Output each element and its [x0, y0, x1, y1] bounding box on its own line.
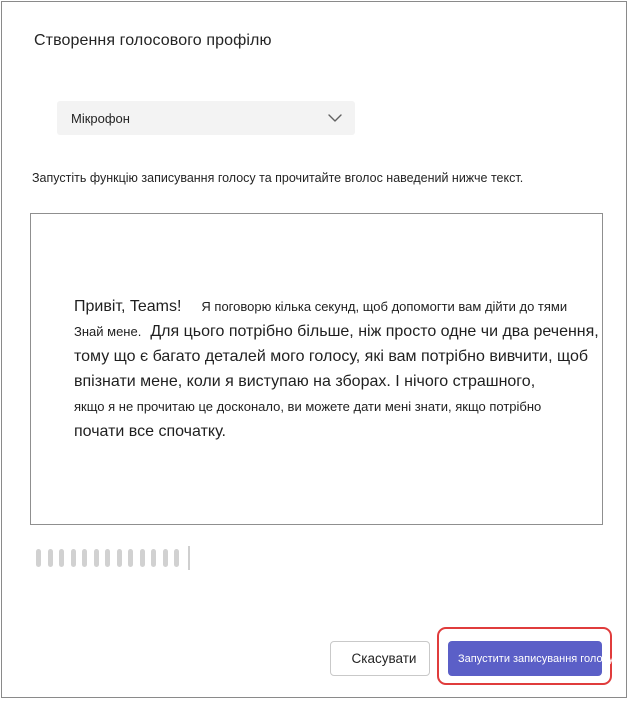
meter-bar — [151, 549, 156, 567]
script-line-2-rest: Для цього потрібно більше, ніж просто одне чи два речення, — [150, 323, 599, 340]
meter-bar — [128, 549, 133, 567]
meter-bar — [163, 549, 168, 567]
start-recording-label: Запустити записування голосу — [458, 652, 614, 665]
script-line-5: якщо я не прочитаю це досконало, ви можете дати мені знати, якщо потрібно — [74, 399, 542, 414]
voice-level-meter — [36, 546, 190, 570]
meter-bar — [59, 549, 64, 567]
start-recording-button[interactable] — [448, 641, 614, 676]
dialog-title: Створення голосового профілю — [34, 32, 272, 49]
script-line-3: тому що є багато деталей мого голосу, які вам потрібно вивчити, щоб — [74, 348, 589, 365]
meter-bar — [94, 549, 99, 567]
chevron-down-icon — [327, 110, 343, 126]
microphone-selected-value: Мікрофон — [71, 110, 130, 126]
meter-bar — [36, 549, 41, 567]
microphone-dropdown[interactable] — [57, 101, 355, 135]
meter-bar — [140, 549, 145, 567]
script-line-4: впізнати мене, коли я виступаю на зборах. І нічого страшного, — [74, 373, 536, 390]
instruction-text: Запустіть функцію записування голосу та прочитайте вголос наведений нижче текст. — [32, 171, 524, 185]
meter-bar — [105, 549, 110, 567]
script-line-6: почати все спочатку. — [74, 423, 226, 440]
script-text-box — [30, 213, 603, 525]
meter-bar — [48, 549, 53, 567]
script-line-1-rest: Я поговорю кілька секунд, щоб допомогти вам дійти до тями — [201, 299, 568, 314]
script-line-1 — [74, 298, 567, 316]
meter-cursor — [188, 546, 190, 570]
script-line-2-start: Знай мене. — [74, 324, 142, 339]
meter-bar — [174, 549, 179, 567]
meter-bar — [82, 549, 87, 567]
meter-bar — [71, 549, 76, 567]
meter-bar — [117, 549, 122, 567]
cancel-button[interactable]: Скасувати — [330, 641, 430, 676]
script-greeting: Привіт, Teams! — [74, 298, 182, 315]
script-line-2 — [74, 323, 599, 341]
